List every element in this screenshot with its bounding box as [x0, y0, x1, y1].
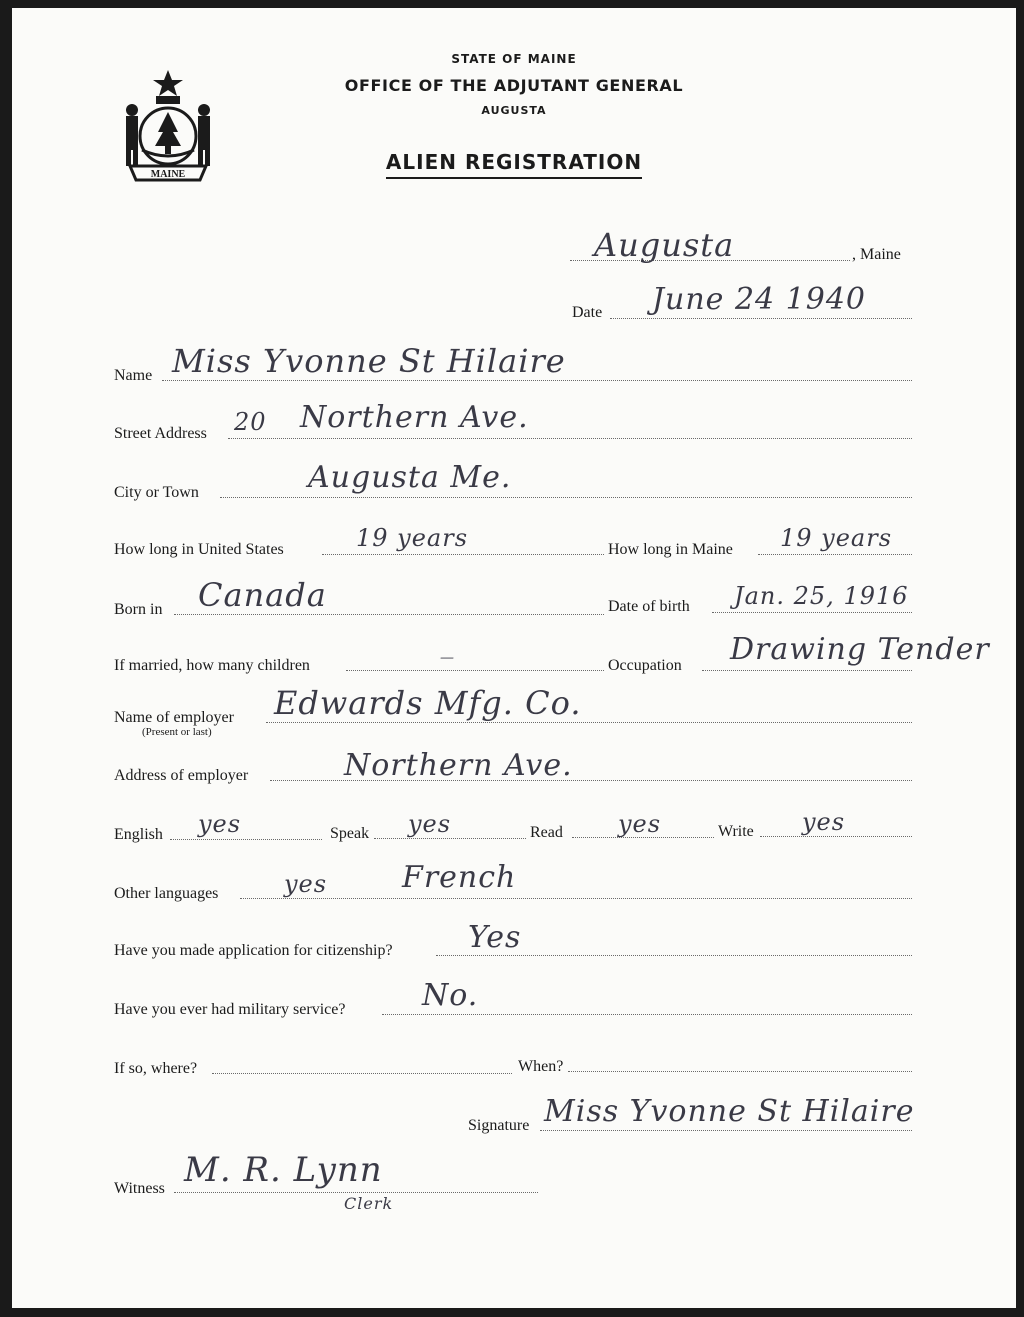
office-heading: OFFICE OF THE ADJUTANT GENERAL [344, 76, 684, 95]
seal-banner-text: MAINE [150, 169, 186, 180]
occupation-value: Drawing Tender [730, 632, 990, 667]
english-value: yes [198, 810, 242, 838]
how-long-maine-line [758, 554, 912, 555]
citizenship-value: Yes [468, 920, 522, 955]
how-long-maine-label: How long in Maine [608, 541, 733, 558]
witness-line [174, 1192, 538, 1193]
occupation-line [702, 670, 912, 671]
city-line [220, 497, 912, 498]
witness-value: M. R. Lynn [184, 1150, 383, 1190]
employer-line [266, 722, 912, 723]
city-value: Augusta Me. [308, 460, 512, 495]
other-languages-label: Other languages [114, 885, 219, 902]
date-value: June 24 1940 [652, 282, 867, 317]
witness-label: Witness [114, 1180, 165, 1197]
how-long-us-value: 19 years [356, 524, 469, 552]
street-number-value: 20 [234, 408, 267, 436]
place-value: Augusta [594, 226, 735, 264]
other-languages-value: yes [284, 870, 328, 898]
english-line [170, 839, 322, 840]
citizenship-line [436, 955, 912, 956]
street-address-line [228, 438, 912, 439]
employer-value: Edwards Mfg. Co. [274, 684, 582, 722]
how-long-maine-value: 19 years [780, 524, 893, 552]
military-value: No. [422, 978, 479, 1013]
employer-address-value: Northern Ave. [344, 748, 573, 783]
witness-note: Clerk [344, 1194, 394, 1213]
born-in-label: Born in [114, 601, 163, 618]
read-label: Read [530, 824, 563, 841]
speak-line [374, 838, 526, 839]
dob-line [712, 612, 912, 613]
date-label: Date [572, 304, 603, 321]
employer-sublabel: (Present or last) [142, 726, 212, 738]
dob-label: Date of birth [608, 598, 690, 615]
military-label: Have you ever had military service? [114, 1001, 346, 1018]
street-address-value: Northern Ave. [300, 400, 529, 435]
how-long-us-label: How long in United States [114, 541, 284, 558]
signature-label: Signature [468, 1117, 530, 1134]
when-line [568, 1071, 912, 1072]
speak-value: yes [408, 810, 452, 838]
other-languages-language: French [402, 860, 517, 895]
state-heading: STATE OF MAINE [451, 52, 577, 66]
write-value: yes [802, 808, 846, 836]
children-value: — [440, 650, 455, 666]
dob-value: Jan. 25, 1916 [734, 582, 909, 610]
name-label: Name [114, 367, 153, 384]
employer-label: Name of employer [114, 709, 234, 726]
where-line [212, 1073, 512, 1074]
military-line [382, 1014, 912, 1015]
occupation-label: Occupation [608, 657, 682, 674]
born-in-line [174, 614, 604, 615]
write-label: Write [718, 823, 754, 840]
how-long-us-line [322, 554, 604, 555]
form-title: ALIEN REGISTRATION [12, 150, 1016, 174]
signature-value: Miss Yvonne St Hilaire [544, 1094, 915, 1129]
signature-line [540, 1130, 912, 1131]
registration-form [12, 8, 1016, 1308]
employer-address-label: Address of employer [114, 767, 249, 784]
citizenship-label: Have you made application for citizenship? [114, 942, 393, 959]
born-in-value: Canada [198, 576, 327, 614]
street-address-label: Street Address [114, 425, 207, 442]
date-line [610, 318, 912, 319]
city-heading: AUGUSTA [481, 104, 547, 117]
write-line [760, 836, 912, 837]
children-label: If married, how many children [114, 657, 310, 674]
where-label: If so, where? [114, 1060, 198, 1077]
other-languages-line [240, 898, 912, 899]
read-value: yes [618, 810, 662, 838]
when-label: When? [518, 1058, 564, 1075]
city-label: City or Town [114, 484, 199, 501]
english-label: English [114, 826, 163, 843]
speak-label: Speak [330, 825, 370, 842]
name-value: Miss Yvonne St Hilaire [172, 342, 566, 380]
children-line [346, 670, 604, 671]
name-line [162, 380, 912, 381]
place-suffix: , Maine [852, 246, 901, 263]
